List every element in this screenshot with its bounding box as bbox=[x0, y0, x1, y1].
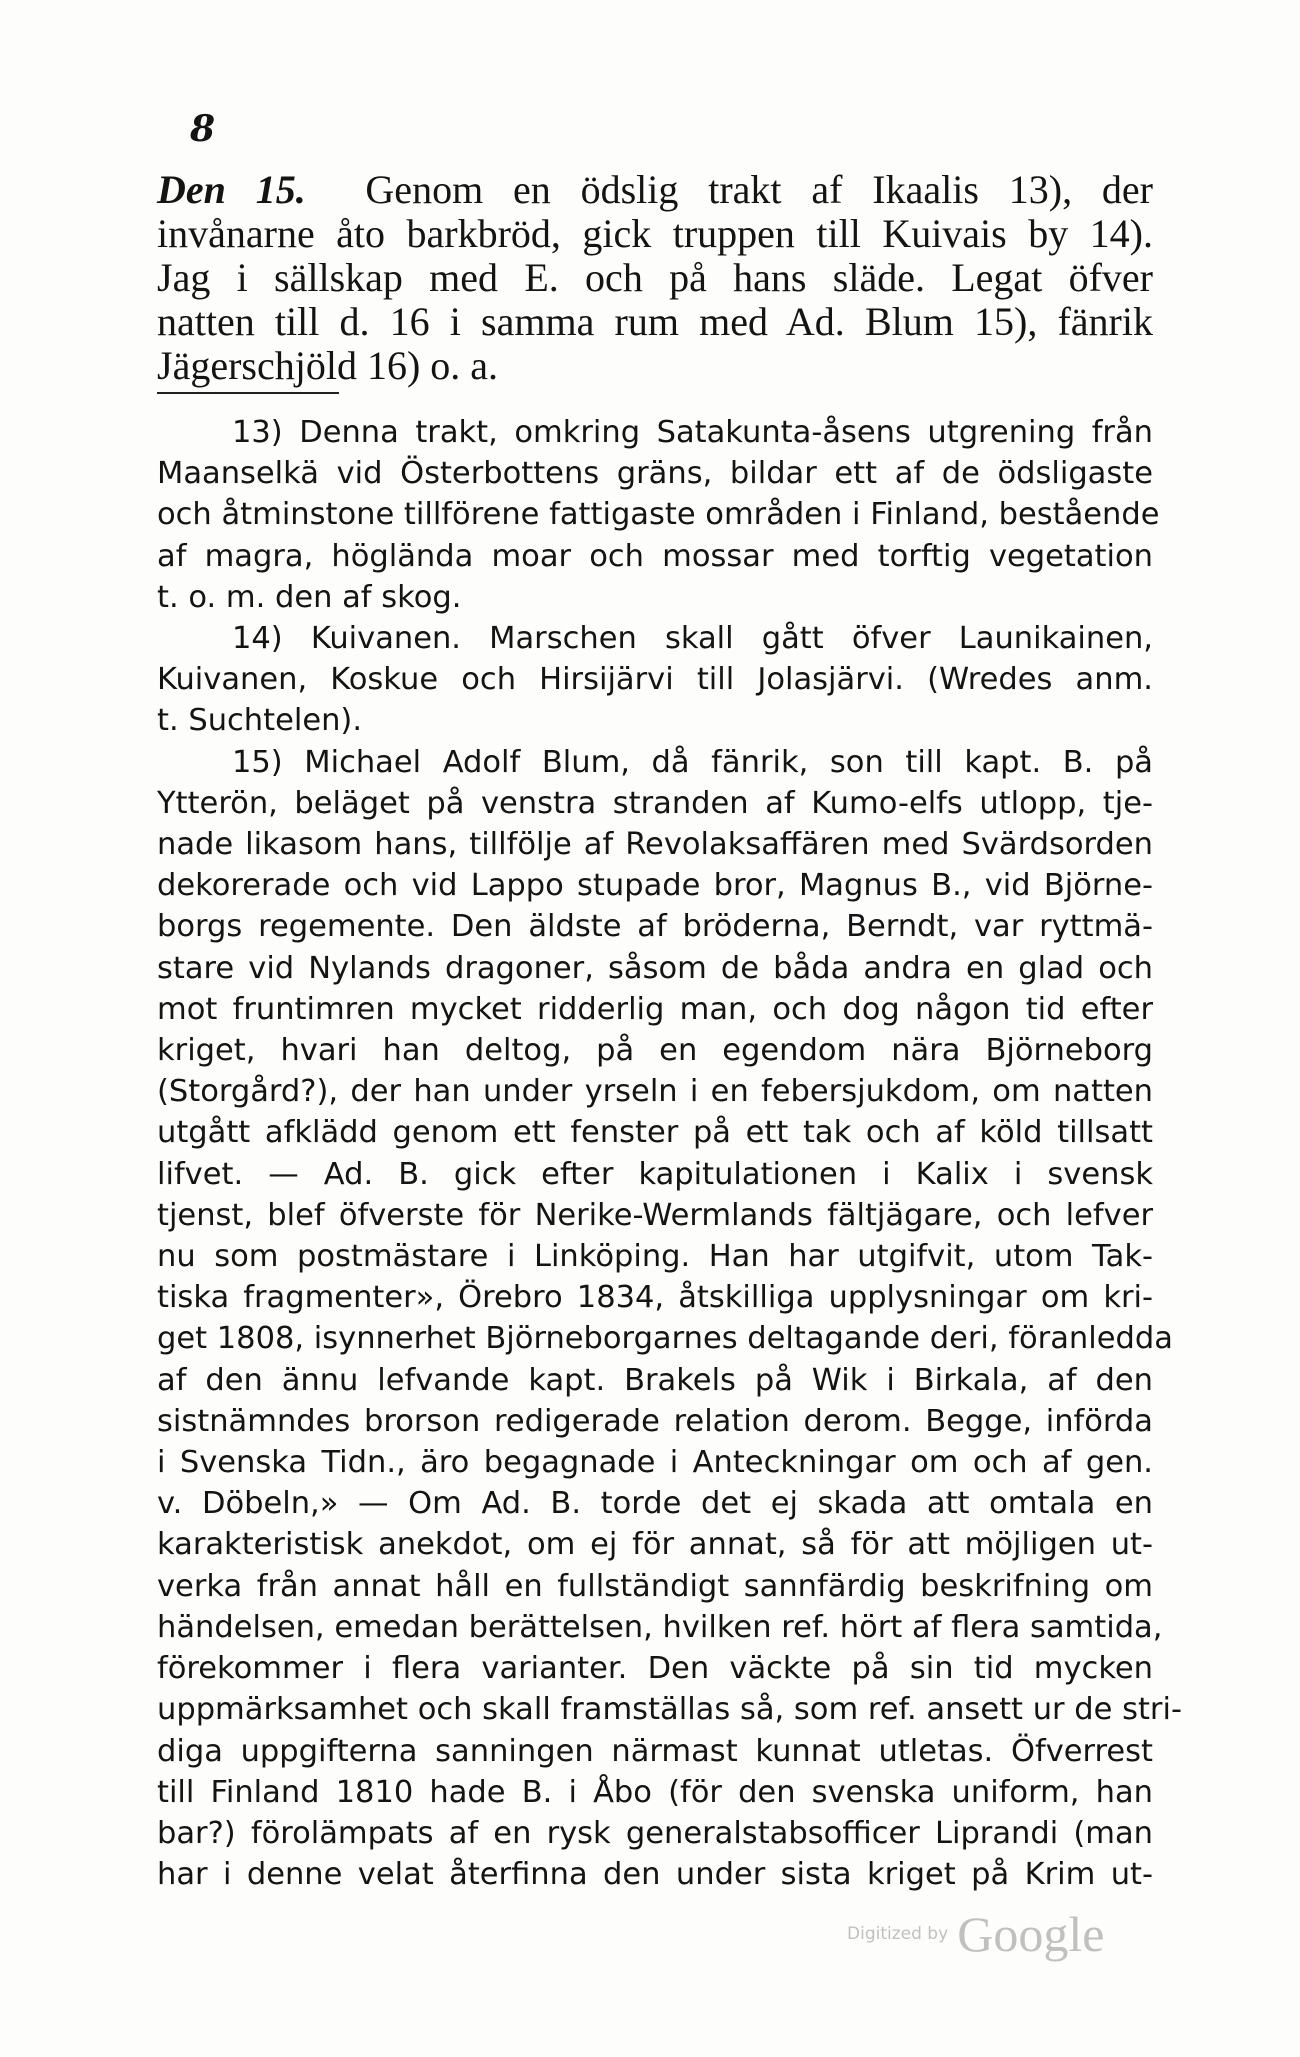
footnote-line: och åtminstone tillförene fattigaste områden i Finland, bestående bbox=[157, 497, 1160, 533]
footnote-line: tjenst, blef öfverste för Nerike-Wermlands fältjägare, och lefver bbox=[157, 1197, 1153, 1233]
footnote-line: 13) Denna trakt, omkring Satakunta-åsens utgrening från bbox=[232, 415, 1153, 450]
footnote-line: (Storgård?), der han under yrseln i en febersjukdom, om natten bbox=[157, 1074, 1153, 1110]
main-line: natten till d. 16 i samma rum med Ad. Blum 15), fänrik bbox=[157, 299, 1153, 344]
footnote-line: sistnämndes brorson redigerade relation derom. Begge, införda bbox=[157, 1403, 1153, 1439]
footnote-line: borgs regemente. Den äldste af bröderna, Berndt, var ryttmä- bbox=[157, 909, 1153, 945]
footnote-line: mot fruntimren mycket ridderlig man, och dog någon tid efter bbox=[157, 991, 1153, 1027]
footnote-line: v. Döbeln,» — Om Ad. B. torde det ej skada att omtala en bbox=[157, 1486, 1153, 1522]
footnote-13 bbox=[157, 412, 1160, 618]
footnote-line: 14) Kuivanen. Marschen skall gått öfver Launikainen, bbox=[232, 621, 1153, 657]
footnote-line: nu som postmästare i Linköping. Han har utgifvit, utom Tak- bbox=[157, 1239, 1153, 1275]
main-line bbox=[157, 168, 1153, 212]
footnote-line: af magra, högländа moar och mossar med torftig vegetation bbox=[157, 538, 1153, 574]
footnote-line: Maanselkä vid Österbottens gräns, bildar ett af de ödsligaste bbox=[157, 456, 1153, 492]
footnote-line: tiska fragmenter», Örebro 1834, åtskilliga upplysningar om kri- bbox=[157, 1280, 1153, 1316]
footnote-line: kriget, hvari han deltog, på en egendom nära Björneborg bbox=[157, 1033, 1153, 1069]
watermark-prefix: Digitized by bbox=[847, 1924, 949, 1944]
footnote-line: get 1808, isynnerhet Björneborgarnes deltagande deri, föranledda bbox=[157, 1321, 1173, 1357]
footnote-line: verka från annat håll en fullständigt sannfärdig beskrifning om bbox=[157, 1568, 1153, 1604]
first-line-text: Genom en ödslig trakt af Ikaalis 13), der bbox=[365, 167, 1153, 212]
footnote-line: af den ännu lefvande kapt. Brakels på Wik i Birkala, af den bbox=[157, 1362, 1153, 1398]
footnote-line: 15) Michael Adolf Blum, då fänrik, son till kapt. B. på bbox=[232, 744, 1153, 780]
footnote-line: karakteristisk anekdot, om ej för annat, så för att möjligen ut- bbox=[157, 1527, 1153, 1563]
footnote-line: bar?) förolämpats af en rysk generalstabsofficer Liprandi (man bbox=[157, 1815, 1153, 1851]
footnote-line: utgått afklädd genom ett fenster på ett tak och af köld tillsatt bbox=[157, 1115, 1153, 1151]
digitized-watermark bbox=[847, 1905, 1104, 1963]
main-line: Jägerschjöld 16) o. a. bbox=[157, 343, 499, 388]
footnote-14 bbox=[157, 618, 1153, 742]
footnote-line: dekorerade och vid Lappo stupade bror, Magnus B., vid Björne- bbox=[157, 868, 1153, 904]
footnote-line: har i denne velat återfinna den under sista kriget på Krim ut- bbox=[157, 1857, 1153, 1893]
footnote-line: förekommer i flera varianter. Den väckte på sin tid mycken bbox=[157, 1651, 1153, 1687]
footnote-line: nade likasom hans, tillfölje af Revolaksaffären med Svärdsorden bbox=[157, 827, 1153, 863]
footnote-line: diga uppgifterna sanningen närmast kunnat utletas. Öfverrest bbox=[157, 1733, 1153, 1769]
day-label: Den 15. bbox=[157, 167, 306, 212]
footnote-line: i Svenska Tidn., äro begagnade i Anteckningar om och af gen. bbox=[157, 1445, 1153, 1481]
page-number: 8 bbox=[190, 108, 216, 150]
footnote-line: lifvet. — Ad. B. gick efter kapitulationen i Kalix i svensk bbox=[157, 1156, 1153, 1192]
main-paragraph bbox=[157, 168, 1153, 388]
footnote-line: Ytterön, beläget på venstra stranden af Kumo-elfs utlopp, tje- bbox=[157, 785, 1153, 821]
footnote-line: till Finland 1810 hade B. i Åbo (för den svenska uniform, han bbox=[157, 1774, 1153, 1810]
main-line: Jag i sällskap med E. och på hans släde. Legat öfver bbox=[157, 255, 1153, 300]
main-line: invånarne åto barkbröd, gick truppen till Kuivais by 14). bbox=[157, 211, 1153, 256]
footnote-line: händelsen, emedan berättelsen, hvilken ref. hört af flera samtida, bbox=[157, 1609, 1163, 1645]
google-logo: Google bbox=[957, 1906, 1105, 1962]
footnote-divider bbox=[157, 392, 339, 394]
footnote-line: t. o. m. den af skog. bbox=[157, 579, 462, 615]
footnote-line: uppmärksamhet och skall framställas så, som ref. ansett ur de stri- bbox=[157, 1692, 1182, 1728]
footnote-line: Kuivanen, Koskue och Hirsijärvi till Jolasjärvi. (Wredes anm. bbox=[157, 662, 1153, 698]
footnote-line: stare vid Nylands dragoner, såsom de båda andra en glad och bbox=[157, 950, 1153, 986]
footnote-line: t. Suchtelen). bbox=[157, 703, 363, 739]
footnote-15 bbox=[157, 742, 1182, 1896]
footnotes bbox=[157, 412, 1182, 1895]
